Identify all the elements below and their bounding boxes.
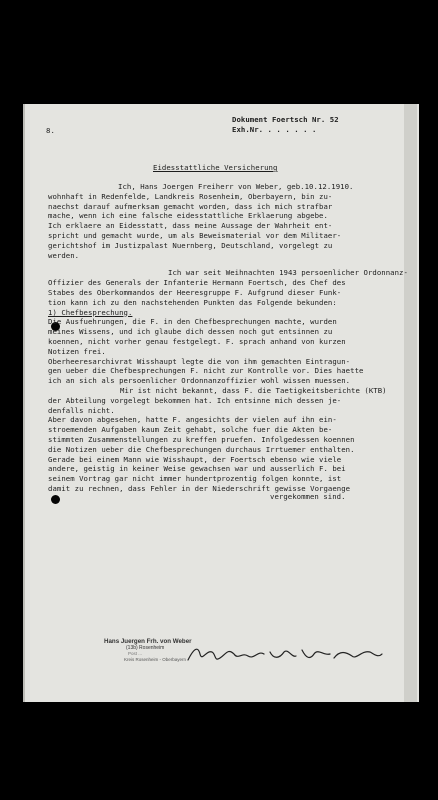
stamp-line-3: Post ... bbox=[128, 651, 143, 656]
handwritten-signature bbox=[184, 640, 384, 670]
body-line: damit zu rechnen, dass Fehler in der Niederschrift gewisse Vorgaenge bbox=[48, 484, 351, 493]
body-line: meines Wissens, und ich glaube dich dessen noch gut entsinnen zu bbox=[48, 327, 333, 337]
exhibit-label: Exh.Nr. . . . . . . bbox=[232, 125, 317, 134]
stamp-line-2: (13b) Rosenheim bbox=[126, 645, 165, 651]
body-line: naechst darauf aufmerksam gemacht worden, dass ich mich strafbar bbox=[48, 201, 333, 211]
doc-label: Dokument Foertsch Nr. 52 bbox=[232, 115, 339, 124]
body-line: andere, geistig in keiner Weise gewachsen war und ausserlich F. bei bbox=[48, 464, 346, 474]
body-line: spricht und gemacht wurde, um als Beweismaterial vor dem Militaer- bbox=[48, 231, 342, 240]
body-line: Ich war seit Weihnachten 1943 persoenlicher Ordonnanz- bbox=[168, 268, 408, 278]
body-line: Die Ausfuehrungen, die F. in den Chefbesprechungen machte, wurden bbox=[48, 317, 337, 327]
body-line: stroemenden Aufgaben kaum Zeit gehabt, solche fuer die Akten be- bbox=[48, 425, 333, 435]
body-line: tion kann ich zu den nachstehenden Punkten das Folgende bekunden: bbox=[48, 297, 337, 307]
body-line: Mir ist nicht bekannt, dass F. die Taetigkeitsberichte (KTB) bbox=[120, 386, 387, 395]
body-line: Ich, Hans Joergen Freiherr von Weber, geb.10.12.1910. bbox=[118, 182, 354, 191]
body-line: gen ueber die Chefbesprechungen F. nicht zur Kontrolle vor. Dies haette bbox=[48, 366, 364, 376]
body-line: Gerade bei einem Mann wie Wisshaupt, der Foertsch ebenso wie viele bbox=[48, 454, 342, 464]
body-line: seinem Vortrag gar nicht immer hundertprozentig folgen konnte, ist bbox=[48, 474, 342, 484]
body-line: Oberheeresarchivrat Wisshaupt legte die von ihm gemachten Eintragun- bbox=[48, 356, 351, 366]
body-line: Offizier des Generals der Infanterie Hermann Foertsch, des Chef des bbox=[48, 278, 346, 288]
page-number: 8. bbox=[46, 126, 55, 135]
body-line: gerichtshof im Justizpalast Nuernberg, Deutschland, vorgelegt zu bbox=[48, 240, 333, 250]
page-edge bbox=[404, 104, 417, 702]
body-line: Ich erklaere an Eidesstatt, dass meine Aussage der Wahrheit ent- bbox=[48, 221, 333, 231]
punch-hole-bottom bbox=[51, 495, 60, 504]
stamp-name: Hans Juergen Frh. von Weber bbox=[104, 638, 192, 645]
body-line: denfalls nicht. bbox=[48, 405, 115, 415]
body-line: mache, wenn ich eine falsche eidesstattliche Erklaerung abgebe. bbox=[48, 211, 328, 221]
body-line: koennen, nicht vorher genau festgelegt. F. sprach anhand von kurzen bbox=[48, 337, 346, 346]
body-line: die Notizen ueber die Chefbesprechungen durchaus Irrtuemer enthalten. bbox=[48, 444, 355, 454]
address-stamp bbox=[104, 638, 192, 663]
document-title: Eidesstattliche Versicherung bbox=[153, 163, 278, 172]
body-line: stimmten Zusammenstellungen zu kreffen pruefen. Infolgedessen koennen bbox=[48, 435, 355, 444]
stamp-line-4: Kreis Rosenheim - Oberbayern bbox=[124, 657, 187, 662]
body-line: 1) Chefbesprechung. bbox=[48, 307, 133, 317]
body-line: Stabes des Oberkommandos der Heeresgruppe F. Aufgrund dieser Funk- bbox=[48, 288, 342, 297]
body-line: Notizen frei. bbox=[48, 346, 106, 356]
body-line: ich an sich als persoenlicher Ordonnanzoffizier wohl wissen muessen. bbox=[48, 376, 351, 386]
body-line: der Abteilung vorgelegt bekommen hat. Ich entsinne mich dessen je- bbox=[48, 395, 342, 405]
body-line: wohnhaft in Redenfelde, Landkreis Rosenheim, Oberbayern, bin zu- bbox=[48, 191, 333, 201]
body-line: vergekommen sind. bbox=[270, 491, 346, 501]
body-line: Aber davon abgesehen, hatte F. angesichts der vielen auf ihn ein- bbox=[48, 415, 337, 425]
body-line: werden. bbox=[48, 250, 80, 260]
